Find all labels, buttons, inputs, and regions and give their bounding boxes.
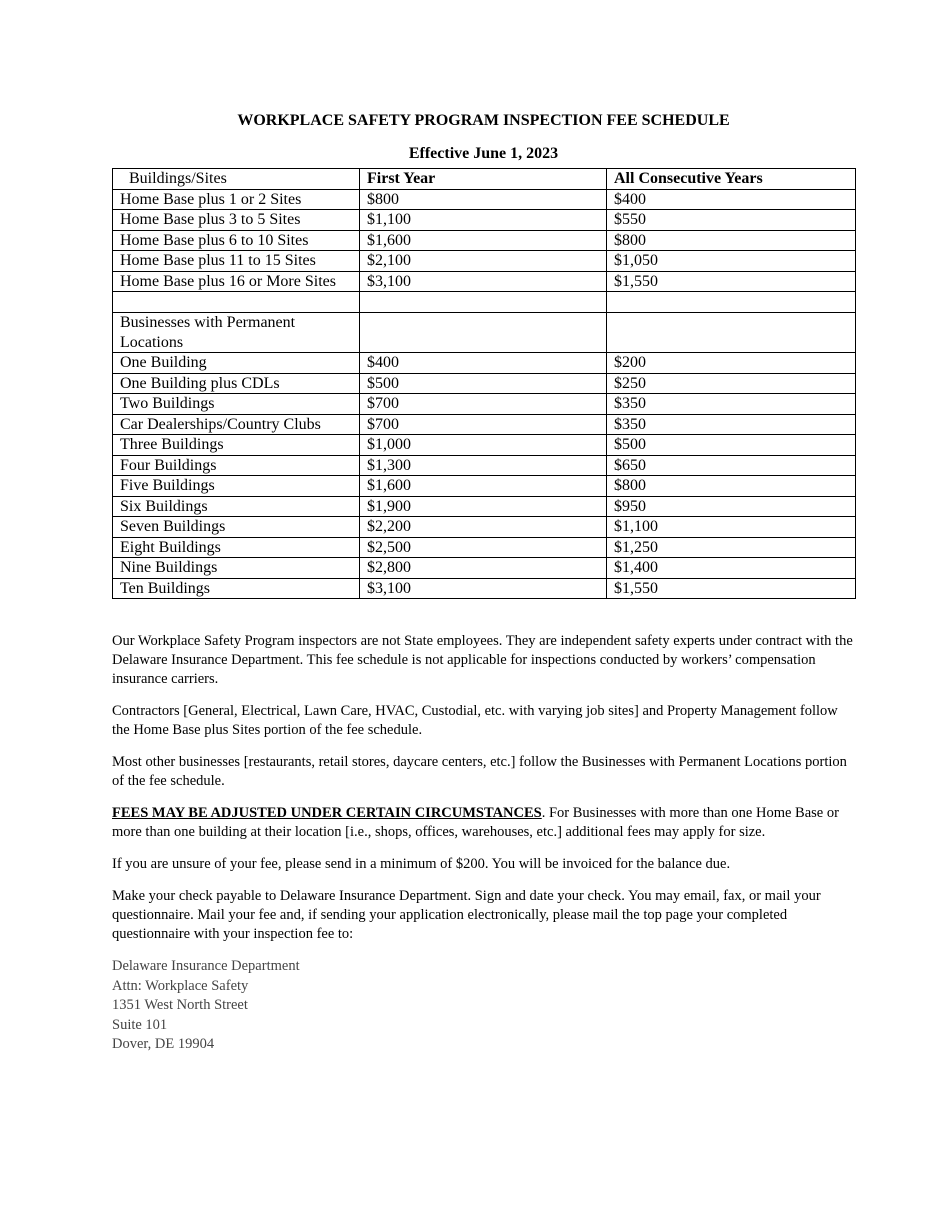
- blank-row: [113, 292, 856, 313]
- cell-building-type: One Building plus CDLs: [113, 373, 360, 394]
- cell-consecutive-years-fee: $1,550: [607, 578, 856, 599]
- fees-adjusted-notice: FEES MAY BE ADJUSTED UNDER CERTAIN CIRCUMSTANCES: [112, 805, 542, 821]
- information-section: [112, 632, 855, 944]
- cell-building-type: Home Base plus 16 or More Sites: [113, 271, 360, 292]
- business-row: [113, 353, 856, 374]
- effective-date: Effective June 1, 2023: [408, 145, 559, 162]
- cell-consecutive-years-fee: $800: [607, 476, 856, 497]
- cell-first-year-fee: $1,100: [360, 210, 607, 231]
- address-line-5: Dover, DE 19904: [112, 1036, 215, 1052]
- business-row: [113, 496, 856, 517]
- address-line-1: Delaware Insurance Department: [112, 958, 300, 974]
- cell-first-year-fee: $1,000: [360, 435, 607, 456]
- cell-first-year-fee: $700: [360, 394, 607, 415]
- cell-first-year-fee: $3,100: [360, 271, 607, 292]
- home-base-row: [113, 230, 856, 251]
- business-row: [113, 476, 856, 497]
- cell-building-type: One Building: [113, 353, 360, 374]
- cell-building-type: Four Buildings: [113, 455, 360, 476]
- header-first-year: First Year: [360, 169, 607, 190]
- cell-consecutive-years-fee: $350: [607, 414, 856, 435]
- cell-building-type: Six Buildings: [113, 496, 360, 517]
- cell-building-type: Seven Buildings: [113, 517, 360, 538]
- cell-building-type: Five Buildings: [113, 476, 360, 497]
- fees-adjusted-text: . For Businesses with more than one Home Base or more than one building at their location [i.e., shops, offices, warehouses, etc.] additional fees may apply for size.: [112, 805, 839, 840]
- paragraph-contractors: Contractors [General, Electrical, Lawn Care, HVAC, Custodial, etc. with varying job sites] and Property Management follow the Home Base plus Sites portion of the fee schedule.: [112, 703, 838, 738]
- cell-building-type: Home Base plus 1 or 2 Sites: [113, 189, 360, 210]
- cell-consecutive-years-fee: $1,550: [607, 271, 856, 292]
- cell-first-year-fee: $2,800: [360, 558, 607, 579]
- paragraph-inspectors: Our Workplace Safety Program inspectors are not State employees. They are independent safety experts under contract with the Delaware Insurance Department. This fee schedule is not applicable for inspections conducted by workers’ compensation insurance carriers.: [112, 633, 853, 687]
- address-line-4: Suite 101: [112, 1016, 168, 1033]
- empty-cell: [607, 292, 856, 313]
- cell-building-type: Ten Buildings: [113, 578, 360, 599]
- page-title: WORKPLACE SAFETY PROGRAM INSPECTION FEE SCHEDULE: [237, 112, 730, 129]
- business-row: [113, 373, 856, 394]
- cell-consecutive-years-fee: $950: [607, 496, 856, 517]
- mailing-address: [112, 957, 855, 1055]
- business-row: [113, 558, 856, 579]
- business-row: [113, 517, 856, 538]
- home-base-row: [113, 251, 856, 272]
- business-row: [113, 435, 856, 456]
- paragraph-payment-instructions: Make your check payable to Delaware Insurance Department. Sign and date your check. You may email, fax, or mail your questionnaire. Mail your fee and, if sending your application electronically, please mail the top page your completed questionnaire with your inspection fee to:: [112, 888, 821, 942]
- cell-first-year-fee: $2,200: [360, 517, 607, 538]
- cell-first-year-fee: $1,900: [360, 496, 607, 517]
- empty-cell: [360, 313, 607, 353]
- cell-building-type: Three Buildings: [113, 435, 360, 456]
- document-page: [112, 108, 855, 1055]
- business-row: [113, 537, 856, 558]
- cell-first-year-fee: $1,600: [360, 476, 607, 497]
- cell-first-year-fee: $700: [360, 414, 607, 435]
- cell-consecutive-years-fee: $550: [607, 210, 856, 231]
- header-consecutive-years: All Consecutive Years: [607, 169, 856, 190]
- address-line-3: 1351 West North Street: [112, 997, 248, 1013]
- cell-consecutive-years-fee: $1,250: [607, 537, 856, 558]
- cell-first-year-fee: $400: [360, 353, 607, 374]
- paragraph-fees-adjusted: [112, 804, 855, 842]
- address-line-2: Attn: Workplace Safety: [112, 977, 249, 994]
- cell-building-type: Car Dealerships/Country Clubs: [113, 414, 360, 435]
- cell-consecutive-years-fee: $200: [607, 353, 856, 374]
- cell-building-type: Home Base plus 11 to 15 Sites: [113, 251, 360, 272]
- header-buildings-sites: Buildings/Sites: [113, 169, 360, 190]
- cell-consecutive-years-fee: $650: [607, 455, 856, 476]
- fee-table: [112, 168, 856, 599]
- home-base-row: [113, 189, 856, 210]
- cell-consecutive-years-fee: $500: [607, 435, 856, 456]
- business-row: [113, 578, 856, 599]
- empty-cell: [360, 292, 607, 313]
- cell-consecutive-years-fee: $1,100: [607, 517, 856, 538]
- cell-first-year-fee: $800: [360, 189, 607, 210]
- cell-first-year-fee: $500: [360, 373, 607, 394]
- cell-building-type: Home Base plus 3 to 5 Sites: [113, 210, 360, 231]
- cell-consecutive-years-fee: $800: [607, 230, 856, 251]
- business-row: [113, 455, 856, 476]
- cell-consecutive-years-fee: $400: [607, 189, 856, 210]
- table-header-row: [113, 169, 856, 190]
- business-row: [113, 414, 856, 435]
- empty-cell: [113, 292, 360, 313]
- cell-first-year-fee: $1,600: [360, 230, 607, 251]
- home-base-row: [113, 271, 856, 292]
- cell-consecutive-years-fee: $1,400: [607, 558, 856, 579]
- cell-consecutive-years-fee: $1,050: [607, 251, 856, 272]
- cell-first-year-fee: $2,100: [360, 251, 607, 272]
- cell-first-year-fee: $2,500: [360, 537, 607, 558]
- cell-building-type: Eight Buildings: [113, 537, 360, 558]
- empty-cell: [607, 313, 856, 353]
- paragraph-minimum-fee: If you are unsure of your fee, please send in a minimum of $200. You will be invoiced for the balance due.: [112, 856, 731, 872]
- cell-consecutive-years-fee: $250: [607, 373, 856, 394]
- cell-first-year-fee: $3,100: [360, 578, 607, 599]
- cell-building-type: Two Buildings: [113, 394, 360, 415]
- section-label: Businesses with Permanent Locations: [113, 313, 360, 353]
- section-label-row: [113, 313, 856, 353]
- cell-consecutive-years-fee: $350: [607, 394, 856, 415]
- home-base-row: [113, 210, 856, 231]
- cell-building-type: Home Base plus 6 to 10 Sites: [113, 230, 360, 251]
- business-row: [113, 394, 856, 415]
- paragraph-other-businesses: Most other businesses [restaurants, retail stores, daycare centers, etc.] follow the Businesses with Permanent Locations portion of the fee schedule.: [112, 754, 847, 789]
- cell-first-year-fee: $1,300: [360, 455, 607, 476]
- cell-building-type: Nine Buildings: [113, 558, 360, 579]
